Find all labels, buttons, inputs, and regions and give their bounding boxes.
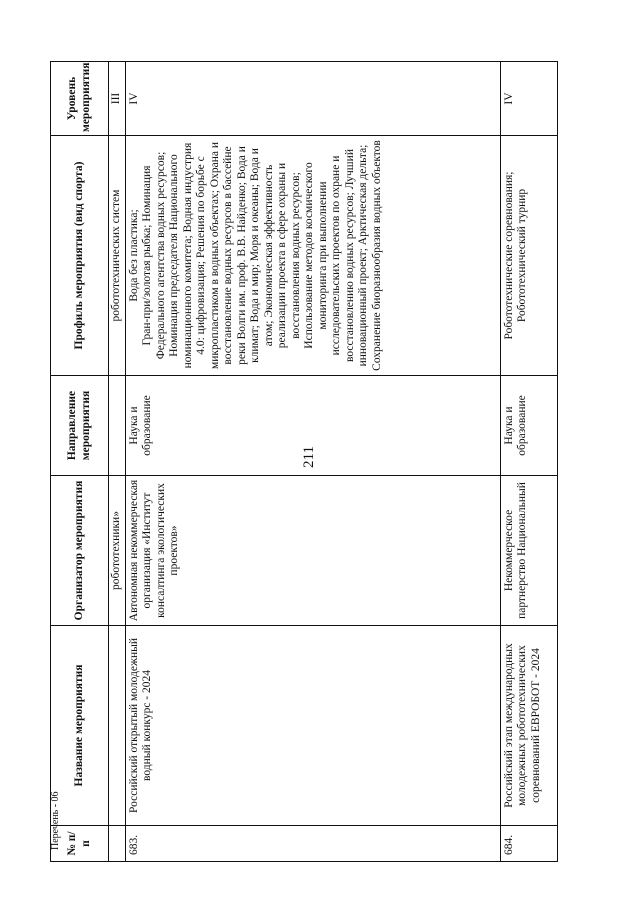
row-profile bbox=[125, 136, 500, 376]
row-num: 684. bbox=[500, 826, 557, 862]
cont-profile: робототехнических систем bbox=[109, 136, 126, 376]
row-direction: Наука и образование bbox=[500, 376, 557, 476]
row-level: IV bbox=[125, 62, 500, 136]
row-name: Российский открытый молодежный водный конкурс - 2024 bbox=[125, 626, 500, 826]
table-row bbox=[500, 62, 557, 862]
table-row bbox=[125, 62, 500, 862]
header-num: № п/п bbox=[51, 826, 109, 862]
row-name: Российский этап международных молодежных робототехнических соревнований ЕВРОБОТ - 2024 bbox=[500, 626, 557, 826]
cont-level: III bbox=[109, 62, 126, 136]
cont-direction bbox=[109, 376, 126, 476]
continuation-row bbox=[109, 62, 126, 862]
header-organizer: Организатор мероприятия bbox=[51, 476, 109, 626]
header-level: Уровень мероприятия bbox=[51, 62, 109, 136]
cont-num bbox=[109, 826, 126, 862]
row-profile: Робототехнические соревнования; Робототехнический турнир bbox=[500, 136, 557, 376]
header-profile: Профиль мероприятия (вид спорта) bbox=[51, 136, 109, 376]
row-level: IV bbox=[500, 62, 557, 136]
rotated-table-container bbox=[50, 62, 610, 862]
profile-text: Гран-при/золотая рыбка; Номинация Федерального агентства водных ресурсов; Номинация председателя Национального номинационного комитета; Водная индустрия 4.0: цифровизация; Решения по борьбе с микропластиком в водных объектах; Охрана и восстановление водных ресурсов в бассейне реки Волги им. проф. В.В. Найденко; Вода и климат; Вода и мир; Моря и океаны; Вода и атом; Экономическая эффективность реализации проекта в сфере охраны и восстановления водных ресурсов; Использование методов космического мониторинга при выполнении исследовательских проектов по охране и восстановлению водных ресурсов; Лучший инновационный проект; Арктическая дельта; Сохранение биоразнообразия водных объектов bbox=[141, 140, 383, 371]
cont-name bbox=[109, 626, 126, 826]
header-name: Название мероприятия bbox=[51, 626, 109, 826]
row-num: 683. bbox=[125, 826, 500, 862]
header-direction: Направление мероприятия bbox=[51, 376, 109, 476]
page-number: 211 bbox=[300, 446, 317, 468]
row-direction: Наука и образование bbox=[125, 376, 500, 476]
row-organizer: Некоммерческое партнерство Национальный bbox=[500, 476, 557, 626]
row-organizer: Автономная некоммерческая организация «Институт консалтинга экологических проектов» bbox=[125, 476, 500, 626]
footer-note: Перечень - 06 bbox=[50, 791, 61, 850]
cont-organizer: робототехники» bbox=[109, 476, 126, 626]
profile-first-line: Вода без пластика; bbox=[127, 209, 140, 302]
table-header-row bbox=[51, 62, 109, 862]
events-table bbox=[50, 61, 558, 862]
